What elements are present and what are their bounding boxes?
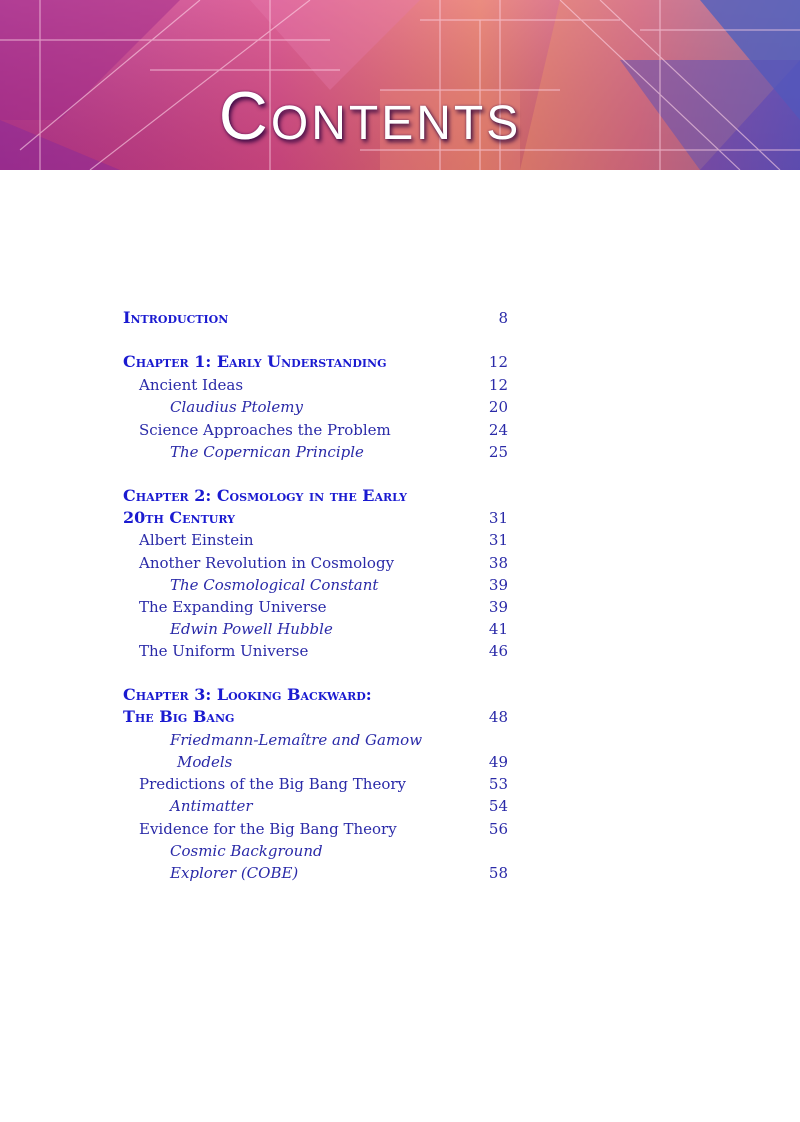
toc-entry-section[interactable]: [0, 773, 800, 795]
toc-section-label[interactable]: Ancient Ideas: [139, 376, 244, 394]
toc-section-label[interactable]: Another Revolution in Cosmology: [139, 554, 395, 572]
toc-page-number: 48: [488, 708, 508, 726]
toc-section-label[interactable]: Evidence for the Big Bang Theory: [139, 820, 397, 838]
toc-entry-sidebar-line2[interactable]: [0, 751, 800, 773]
toc-entry-introduction[interactable]: [0, 307, 800, 329]
toc-entry-chapter-1[interactable]: [0, 351, 800, 373]
toc-page-number: 24: [488, 421, 508, 439]
toc-entry-section[interactable]: [0, 419, 800, 441]
toc-entry-section[interactable]: [0, 374, 800, 396]
toc-sidebar-label[interactable]: Models: [177, 753, 233, 771]
toc-chapter-label[interactable]: Chapter 1: Early Understanding: [123, 352, 387, 371]
toc-entry-sidebar[interactable]: [0, 618, 800, 640]
toc-section-label[interactable]: Albert Einstein: [139, 531, 254, 549]
toc-page-number: 12: [488, 353, 508, 371]
toc-page-number: 56: [488, 820, 508, 838]
toc-page-number: 38: [488, 554, 508, 572]
toc-page-number: 46: [488, 642, 508, 660]
toc-sidebar-label[interactable]: Edwin Powell Hubble: [170, 620, 333, 638]
toc-sidebar-label[interactable]: The Copernican Principle: [170, 443, 364, 461]
toc-section-label[interactable]: Science Approaches the Problem: [139, 421, 391, 439]
toc-entry-sidebar[interactable]: [0, 795, 800, 817]
toc-sidebar-label[interactable]: Cosmic Background: [170, 842, 323, 860]
toc-entry-section[interactable]: [0, 552, 800, 574]
toc-chapter-label[interactable]: Chapter 3: Looking Backward:: [123, 685, 372, 704]
toc-chapter-label[interactable]: The Big Bang: [123, 707, 235, 726]
toc-entry-section[interactable]: [0, 529, 800, 551]
toc-chapter-label[interactable]: 20th Century: [123, 508, 236, 527]
toc-entry-chapter-3-line2[interactable]: [0, 706, 800, 728]
toc-entry-chapter-2-line2[interactable]: [0, 507, 800, 529]
toc-entry-chapter-3-line1[interactable]: [0, 684, 800, 706]
toc-entry-section[interactable]: [0, 640, 800, 662]
toc-section-label[interactable]: The Uniform Universe: [139, 642, 309, 660]
toc-entry-chapter-2-line1[interactable]: [0, 485, 800, 507]
toc-page-number: 39: [488, 598, 508, 616]
toc-page-number: 54: [488, 797, 508, 815]
toc-page-number: 31: [488, 531, 508, 549]
toc-sidebar-label[interactable]: Explorer (COBE): [170, 864, 299, 882]
toc-entry-sidebar-line2[interactable]: [0, 862, 800, 884]
toc-entry-sidebar[interactable]: [0, 396, 800, 418]
toc-section-label[interactable]: The Expanding Universe: [139, 598, 327, 616]
toc-entry-section[interactable]: [0, 818, 800, 840]
toc-sidebar-label[interactable]: Antimatter: [170, 797, 253, 815]
toc-page-number: 58: [488, 864, 508, 882]
toc-page-number: 31: [488, 509, 508, 527]
page-title: Contents: [218, 78, 522, 154]
toc-section-label[interactable]: Predictions of the Big Bang Theory: [139, 775, 407, 793]
toc-sidebar-label[interactable]: Friedmann-Lemaître and Gamow: [170, 731, 423, 749]
toc-page-number: 25: [488, 443, 508, 461]
toc-page-number: 8: [498, 309, 508, 327]
toc-entry-section[interactable]: [0, 596, 800, 618]
toc-entry-sidebar-line1[interactable]: [0, 840, 800, 862]
toc-sidebar-label[interactable]: The Cosmological Constant: [170, 576, 379, 594]
toc-page-number: 39: [488, 576, 508, 594]
toc-entry-sidebar[interactable]: [0, 441, 800, 463]
toc-chapter-label[interactable]: Chapter 2: Cosmology in the Early: [123, 486, 408, 505]
toc-chapter-label[interactable]: Introduction: [123, 308, 229, 327]
toc-sidebar-label[interactable]: Claudius Ptolemy: [170, 398, 303, 416]
toc-page-number: 20: [488, 398, 508, 416]
toc-entry-sidebar-line1[interactable]: [0, 729, 800, 751]
toc-entry-sidebar[interactable]: [0, 574, 800, 596]
toc-page-number: 41: [488, 620, 508, 638]
toc-page-number: 49: [488, 753, 508, 771]
toc-page-number: 53: [488, 775, 508, 793]
toc-page-number: 12: [488, 376, 508, 394]
